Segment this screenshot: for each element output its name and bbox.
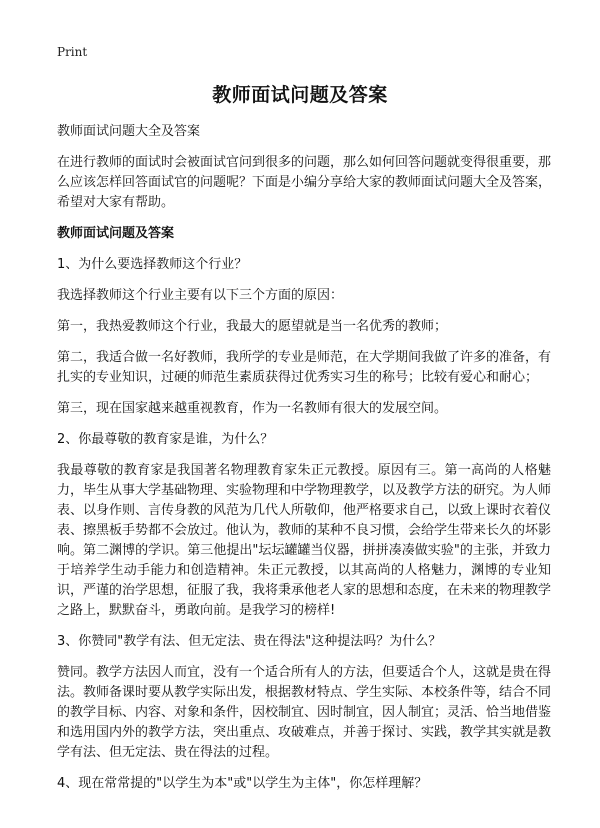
print-link[interactable]: Print	[57, 45, 88, 59]
section-heading: 教师面试问题及答案	[57, 226, 175, 241]
answer-3: 赞同。教学方法因人而宜，没有一个适合所有人的方法，但要适合个人，这就是贵在得法。教师备课时要从教学实际出发，根据教材特点、学生实际、本校条件等，结合不同的教学目标、内容、对象和条件，因校制宜、因时制宜，因人制宜；灵活、恰当地借鉴和选用国内外的教学方法，突出重点、攻破难点，并善于探讨、实践，教学其实就是教学有法、但无定法、贵在得法的过程。	[57, 665, 552, 760]
answer-1-point-3: 第三，现在国家越来越重视教育，作为一名教师有很大的发展空间。	[57, 401, 448, 416]
question-2: 2、你最尊敬的教育家是谁，为什么？	[57, 432, 274, 447]
question-4: 4、现在常常提的"以学生为本"或"以学生为主体"，你怎样理解？	[57, 776, 428, 791]
article-body	[57, 122, 551, 805]
question-3: 3、你赞同"教学有法、但无定法、贵在得法"这种提法吗？为什么？	[57, 634, 442, 649]
question-1: 1、为什么要选择教师这个行业？	[57, 257, 248, 272]
article-subtitle: 教师面试问题大全及答案	[57, 124, 201, 139]
answer-1-point-2: 第二，我适合做一名好教师，我所学的专业是师范，在大学期间我做了许多的准备，有扎实的专业知识，过硬的师范生素质获得过优秀实习生的称号；比较有爱心和耐心；	[57, 350, 552, 385]
answer-1-point-1: 第一，我热爱教师这个行业，我最大的愿望就是当一名优秀的教师；	[57, 319, 448, 334]
answer-2: 我最尊敬的教育家是我国著名物理教育家朱正元教授。原因有三。第一高尚的人格魅力，毕生从事大学基础物理、实验物理和中学物理教学，以及教学方法的研究。为人师表、以身作则、言传身教的风范为几代人所敬仰，他严格要求自己，以致上课时衣着仪表、擦黑板手势都不会放过。他认为，教师的某种不良习惯，会给学生带来长久的坏影响。第二渊博的学识。第三他提出"坛坛罐罐当仪器，拼拼凑凑做实验"的主张，并致力于培养学生动手能力和创造精神。朱正元教授，以其高尚的人格魅力，渊博的专业知识，严谨的治学思想，征服了我，我将秉承他老人家的思想和态度，在未来的物理教学之路上，默默奋斗，勇敢向前。是我学习的榜样!	[57, 463, 552, 618]
page-title: 教师面试问题及答案	[212, 84, 388, 106]
intro-paragraph: 在进行教师的面试时会被面试官问到很多的问题，那么如何回答问题就变得很重要，那么应该怎样回答面试官的问题呢？下面是小编分享给大家的教师面试问题大全及答案，希望对大家有帮助。	[57, 155, 552, 210]
answer-1-intro: 我选择教师这个行业主要有以下三个方面的原因：	[57, 288, 344, 303]
